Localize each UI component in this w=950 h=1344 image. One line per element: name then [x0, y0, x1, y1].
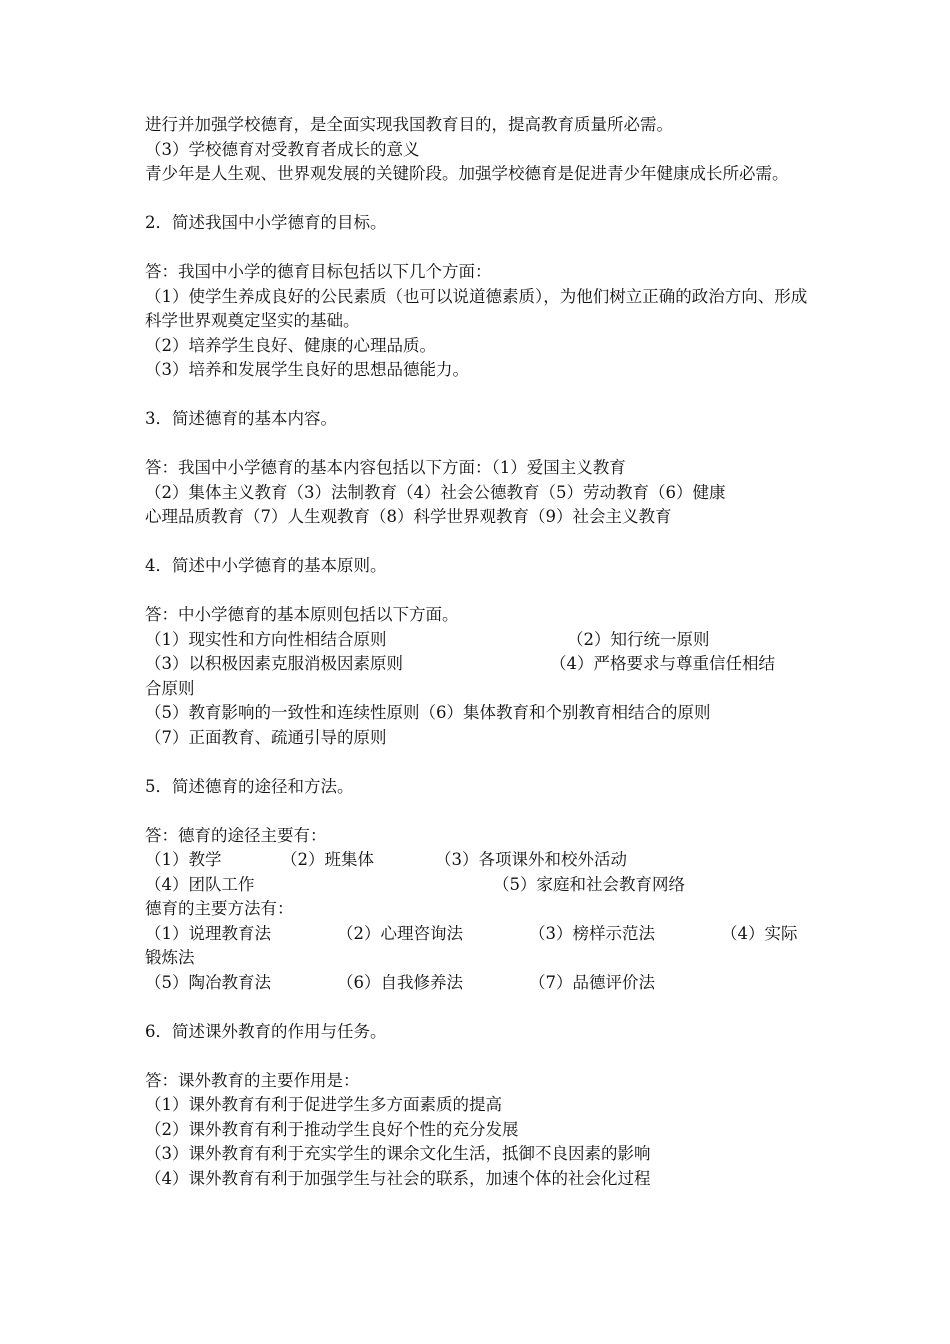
- list-item: （4）课外教育有利于加强学生与社会的联系，加速个体的社会化过程: [145, 1168, 651, 1188]
- method-item: （1）说理教育法: [145, 923, 271, 943]
- method-item: （5）陶冶教育法: [145, 972, 271, 992]
- ways-row: [145, 873, 810, 898]
- list-item: （2）课外教育有利于推动学生良好个性的充分发展: [145, 1119, 519, 1139]
- methods-row: [145, 922, 810, 947]
- methods-row: [145, 971, 810, 996]
- list-item: （3）课外教育有利于充实学生的课余文化生活，抵御不良因素的影响: [145, 1144, 651, 1163]
- answer-intro: 答：课外教育的主要作用是：: [145, 1070, 360, 1090]
- list-item: （1）课外教育有利于促进学生多方面素质的提高: [145, 1095, 502, 1114]
- question-heading: 3．简述德育的基本内容。: [145, 409, 337, 428]
- principle-item: （5）教育影响的一致性和连续性原则（6）集体教育和个别教育相结合的原则: [145, 703, 711, 722]
- methods-intro: 德育的主要方法有：: [145, 899, 294, 918]
- principle-row: [145, 652, 810, 677]
- principle-item: （3）以积极因素克服消极因素原则: [145, 654, 403, 673]
- answer-intro: 答：中小学德育的基本原则包括以下方面。: [145, 605, 459, 624]
- method-item: （6）自我修养法: [337, 972, 463, 992]
- way-item: （3）各项课外和校外活动: [435, 850, 627, 869]
- ways-row: [145, 848, 810, 873]
- answer-line: 答：我国中小学德育的基本内容包括以下方面：（1）爱国主义教育: [145, 458, 626, 477]
- method-item: （2）心理咨询法: [337, 923, 463, 943]
- principle-row: [145, 628, 810, 653]
- paragraph-line: 进行并加强学校德育，是全面实现我国教育目的，提高教育质量所必需。: [145, 115, 673, 134]
- way-item: （1）教学: [145, 850, 222, 869]
- method-item: （4）实际: [721, 923, 798, 943]
- method-item: （7）品德评价法: [529, 972, 655, 992]
- answer-intro: 答：我国中小学的德育目标包括以下几个方面：: [145, 262, 492, 281]
- principle-item: （4）严格要求与尊重信任相结: [550, 654, 775, 673]
- list-item: （2）培养学生良好、健康的心理品质。: [145, 335, 436, 355]
- question-heading: 5．简述德育的途径和方法。: [145, 776, 354, 796]
- way-item: （2）班集体: [281, 850, 374, 869]
- answer-line: （2）集体主义教育（3）法制教育（4）社会公德教育（5）劳动教育（6）健康: [145, 482, 726, 502]
- way-item: （5）家庭和社会教育网络: [493, 874, 685, 894]
- question-heading: 4．简述中小学德育的基本原则。: [145, 556, 387, 575]
- answer-line: 心理品质教育（7）人生观教育（8）科学世界观教育（9）社会主义教育: [145, 507, 672, 526]
- method-item: （3）榜样示范法: [529, 923, 655, 943]
- principle-item: （2）知行统一原则: [567, 629, 710, 649]
- principle-item: （1）现实性和方向性相结合原则: [145, 629, 387, 649]
- method-item-cont: 锻炼法: [145, 948, 195, 967]
- way-item: （4）团队工作: [145, 874, 255, 894]
- list-item: （1）使学生养成良好的公民素质（也可以说道德素质），为他们树立正确的政治方向、形成科学世界观奠定坚实的基础。: [145, 286, 808, 330]
- principle-item-cont: 合原则: [145, 678, 195, 698]
- document-page: [145, 113, 810, 1191]
- item-title: （3）学校德育对受教育者成长的意义: [145, 139, 420, 159]
- paragraph: 青少年是人生观、世界观发展的关键阶段。加强学校德育是促进青少年健康成长所必需。: [145, 164, 789, 183]
- answer-intro: 答：德育的途径主要有：: [145, 825, 327, 845]
- question-heading: 6．简述课外教育的作用与任务。: [145, 1021, 387, 1041]
- question-heading: 2．简述我国中小学德育的目标。: [145, 213, 387, 232]
- principle-item: （7）正面教育、疏通引导的原则: [145, 727, 387, 747]
- list-item: （3）培养和发展学生良好的思想品德能力。: [145, 360, 469, 379]
